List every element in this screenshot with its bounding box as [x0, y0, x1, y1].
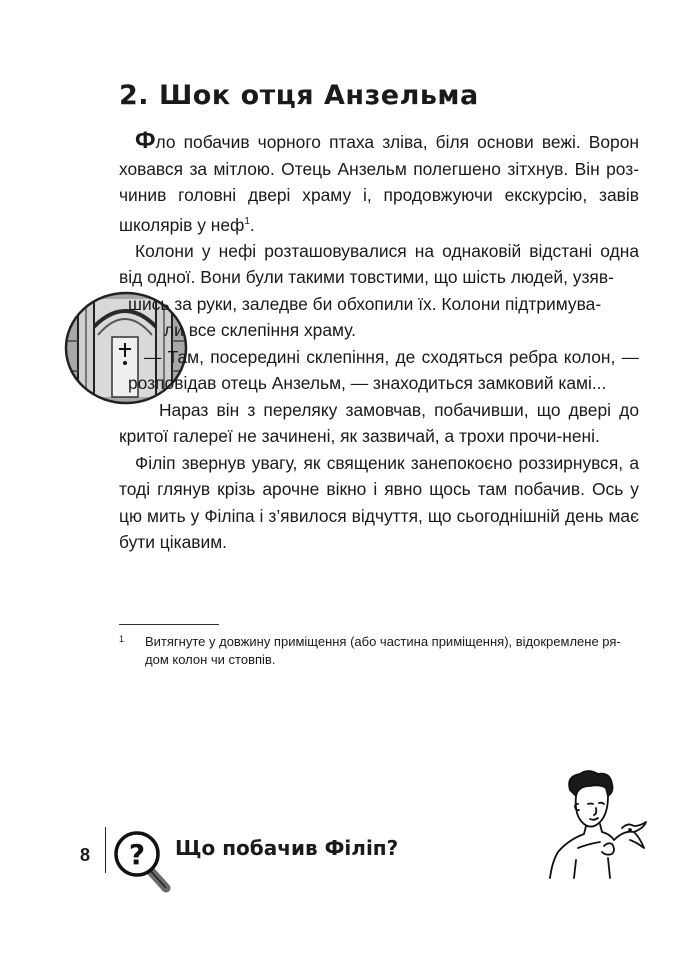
drop-cap: Ф: [135, 127, 156, 154]
footnote-mark: 1: [119, 634, 125, 644]
boy-with-bird-icon: [548, 770, 648, 880]
paragraph-2-continued: шись за руки, заледве би обхопили їх. Колони підтримува- ли все склепіння храму.: [128, 293, 602, 341]
page-number-divider: [105, 827, 106, 873]
chapter-title: 2. Шок отця Анзельма: [119, 80, 479, 111]
footnote-divider: [119, 624, 219, 625]
footnote: [119, 633, 639, 669]
paragraph-2: Колони у нефі розташовувалися на однаковій відстані одна від одної. Вони були такими товстими, що шість людей, узяв-: [119, 240, 639, 288]
page-number: 8: [80, 845, 91, 865]
footnote-text: Витягнуте у довжину приміщення (або частина приміщення), відокремлене ря-дом колон чи стовпів.: [145, 634, 621, 667]
footnote-ref: 1: [244, 215, 250, 227]
svg-text:?: ?: [128, 838, 146, 871]
paragraph-4: Нараз він з переляку замовчав, побачивши, що двері до критої галереї не зачинені, як зазвичай, а трохи прочи-нені.: [119, 399, 639, 447]
paragraph-3: — Там, посередині склепіння, де сходяться ребра колон, — розповідав отець Анзельм, — знаходиться замковий камі...: [128, 346, 639, 394]
question-prompt: Що побачив Філіп?: [175, 836, 399, 860]
paragraph-5: Філіп звернув увагу, як священик занепокоєно роззирнувся, а тоді глянув крізь арочне вікно і явно щось там побачив. Ось у цю мить у Філіпа і з’явилося відчуття, що сьогоднішній день має бути цікавим.: [119, 452, 639, 553]
illustration-wrap-area: [0, 297, 128, 415]
magnifier-question-icon: [112, 828, 172, 894]
chapter-body: [119, 128, 639, 556]
paragraph-1: Фло побачив чорного птаха зліва, біля основи вежі. Ворон ховався за мітлою. Отець Анзельм полегшено зітхнув. Він роз-чинив головні двері храму і, продовжуючи екскурсію, завів школярів у неф$^1$.: [119, 127, 639, 235]
